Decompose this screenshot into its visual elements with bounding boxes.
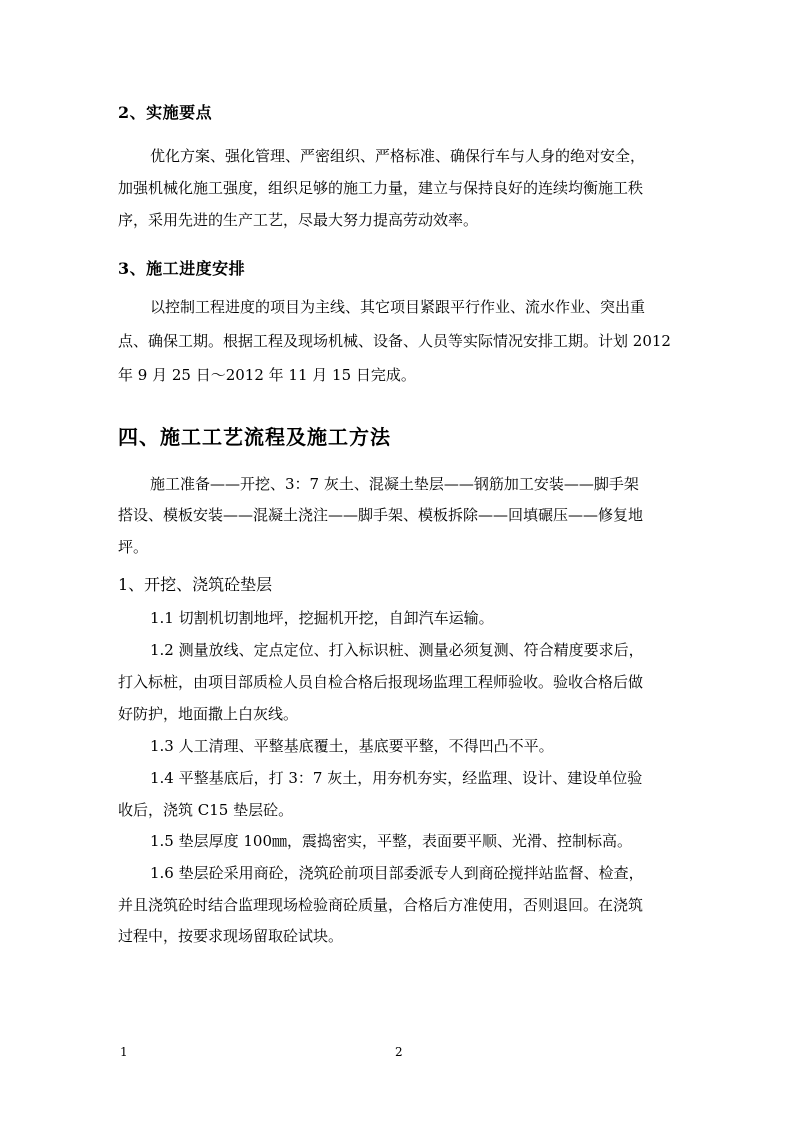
chapter-heading-construction-process: 四、施工工艺流程及施工方法 bbox=[118, 425, 391, 449]
paragraph-line: 并且浇筑砼时结合监理现场检验商砼质量，合格后方准使用，否则退回。在浇筑 bbox=[118, 896, 644, 914]
paragraph-line: 点、确保工期。根据工程及现场机械、设备、人员等实际情况安排工期。计划 2012 bbox=[118, 332, 671, 350]
section-heading-schedule: 3、施工进度安排 bbox=[118, 259, 246, 278]
list-item: 1.1 切割机切割地坪，挖掘机开挖，自卸汽车运输。 bbox=[150, 609, 494, 627]
list-item: 1.4 平整基底后，打 3：7 灰土，用夯机夯实，经监理、设计、建设单位验 bbox=[150, 769, 643, 787]
page-number-center: 2 bbox=[395, 1045, 403, 1059]
paragraph-line: 年 9 月 25 日～2012 年 11 月 15 日完成。 bbox=[118, 366, 416, 384]
paragraph-line: 好防护，地面撒上白灰线。 bbox=[118, 705, 299, 723]
paragraph-line: 施工准备——开挖、3：7 灰土、混凝土垫层——钢筋加工安装——脚手架 bbox=[150, 475, 639, 493]
list-item: 1.5 垫层厚度 100㎜，震捣密实，平整，表面要平顺、光滑、控制标高。 bbox=[150, 832, 633, 850]
paragraph-line: 收后，浇筑 C15 垫层砼。 bbox=[118, 801, 294, 819]
paragraph-line: 加强机械化施工强度，组织足够的施工力量，建立与保持良好的连续均衡施工秩 bbox=[118, 179, 644, 197]
paragraph-line: 打入标桩，由项目部质检人员自检合格后报现场监理工程师验收。验收合格后做 bbox=[118, 673, 644, 691]
page-number-left: 1 bbox=[120, 1045, 128, 1059]
section-heading-implementation-points: 2、实施要点 bbox=[118, 103, 213, 122]
paragraph-line: 搭设、模板安装——混凝土浇注——脚手架、模板拆除——回填碾压——修复地 bbox=[118, 506, 644, 524]
list-item: 1.6 垫层砼采用商砼，浇筑砼前项目部委派专人到商砼搅拌站监督、检查， bbox=[150, 864, 644, 882]
paragraph-line: 序，采用先进的生产工艺，尽最大努力提高劳动效率。 bbox=[118, 211, 479, 229]
list-item: 1.2 测量放线、定点定位、打入标识桩、测量必须复测、符合精度要求后， bbox=[150, 641, 644, 659]
paragraph-line: 优化方案、强化管理、严密组织、严格标准、确保行车与人身的绝对安全， bbox=[150, 147, 646, 165]
subsection-heading-excavation: 1、开挖、浇筑砼垫层 bbox=[118, 575, 273, 594]
paragraph-line: 坪。 bbox=[118, 538, 149, 556]
list-item: 1.3 人工清理、平整基底覆土，基底要平整，不得凹凸不平。 bbox=[150, 737, 554, 755]
paragraph-line: 以控制工程进度的项目为主线、其它项目紧跟平行作业、流水作业、突出重 bbox=[150, 298, 646, 316]
paragraph-line: 过程中，按要求现场留取砼试块。 bbox=[118, 927, 344, 945]
